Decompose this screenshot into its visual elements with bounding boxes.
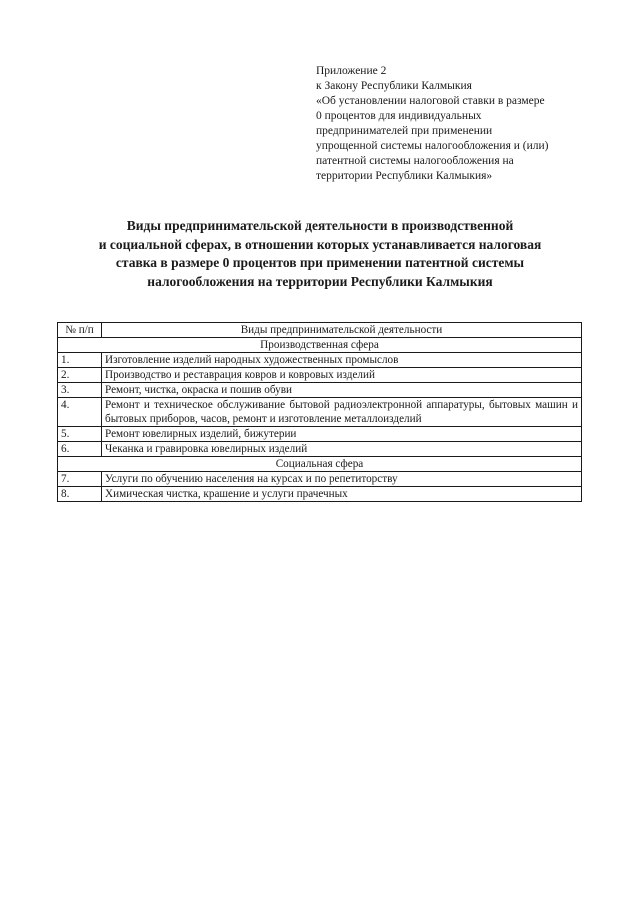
row-number: 7. [58, 472, 102, 487]
row-activity: Изготовление изделий народных художественных промыслов [102, 353, 582, 368]
header-activity: Виды предпринимательской деятельности [102, 323, 582, 338]
appendix-line: 0 процентов для индивидуальных [316, 110, 482, 122]
table-row [58, 383, 582, 398]
row-number: 8. [58, 487, 102, 502]
document-title [40, 217, 600, 291]
appendix-line: Приложение 2 [316, 65, 387, 77]
table-row [58, 487, 582, 502]
row-activity: Ремонт ювелирных изделий, бижутерии [102, 427, 582, 442]
section-title: Социальная сфера [58, 457, 582, 472]
row-number: 6. [58, 442, 102, 457]
appendix-note [316, 64, 591, 184]
row-activity: Услуги по обучению населения на курсах и по репетиторству [102, 472, 582, 487]
title-line: Виды предпринимательской деятельности в производственной [126, 218, 514, 233]
row-activity: Химическая чистка, крашение и услуги прачечных [102, 487, 582, 502]
activities-table [57, 322, 582, 502]
title-line: налогообложения на территории Республики Калмыкия [147, 273, 493, 289]
row-number: 2. [58, 368, 102, 383]
table-header-row [58, 323, 582, 338]
title-line: и социальной сферах, в отношении которых устанавливается налоговая [98, 236, 542, 252]
table-row [58, 353, 582, 368]
section-title: Производственная сфера [58, 338, 582, 353]
appendix-line: к Закону Республики Калмыкия [316, 80, 472, 92]
row-number: 1. [58, 353, 102, 368]
table-row [58, 368, 582, 383]
appendix-line: «Об установлении налоговой ставки в размере [316, 95, 545, 107]
table-row [58, 427, 582, 442]
appendix-line: территории Республики Калмыкия» [316, 170, 493, 182]
row-number: 3. [58, 383, 102, 398]
section-row-production [58, 338, 582, 353]
appendix-line: упрощенной системы налогообложения и (или) [316, 140, 549, 152]
header-number: № п/п [58, 323, 102, 338]
row-number: 4. [58, 398, 102, 427]
appendix-line: предпринимателей при применении [316, 125, 493, 137]
table-row [58, 398, 582, 427]
row-activity: Производство и реставрация ковров и ковровых изделий [102, 368, 582, 383]
appendix-line: патентной системы налогообложения на [316, 155, 514, 167]
row-activity: Ремонт, чистка, окраска и пошив обуви [102, 383, 582, 398]
row-number: 5. [58, 427, 102, 442]
table-row [58, 472, 582, 487]
table-row [58, 442, 582, 457]
section-row-social [58, 457, 582, 472]
row-activity: Ремонт и техническое обслуживание бытовой радиоэлектронной аппаратуры, бытовых машин и бытовых приборов, часов, ремонт и изготовление металлоизделий [102, 398, 582, 427]
row-activity: Чеканка и гравировка ювелирных изделий [102, 442, 582, 457]
title-line: ставка в размере 0 процентов при применении патентной системы [115, 255, 525, 270]
